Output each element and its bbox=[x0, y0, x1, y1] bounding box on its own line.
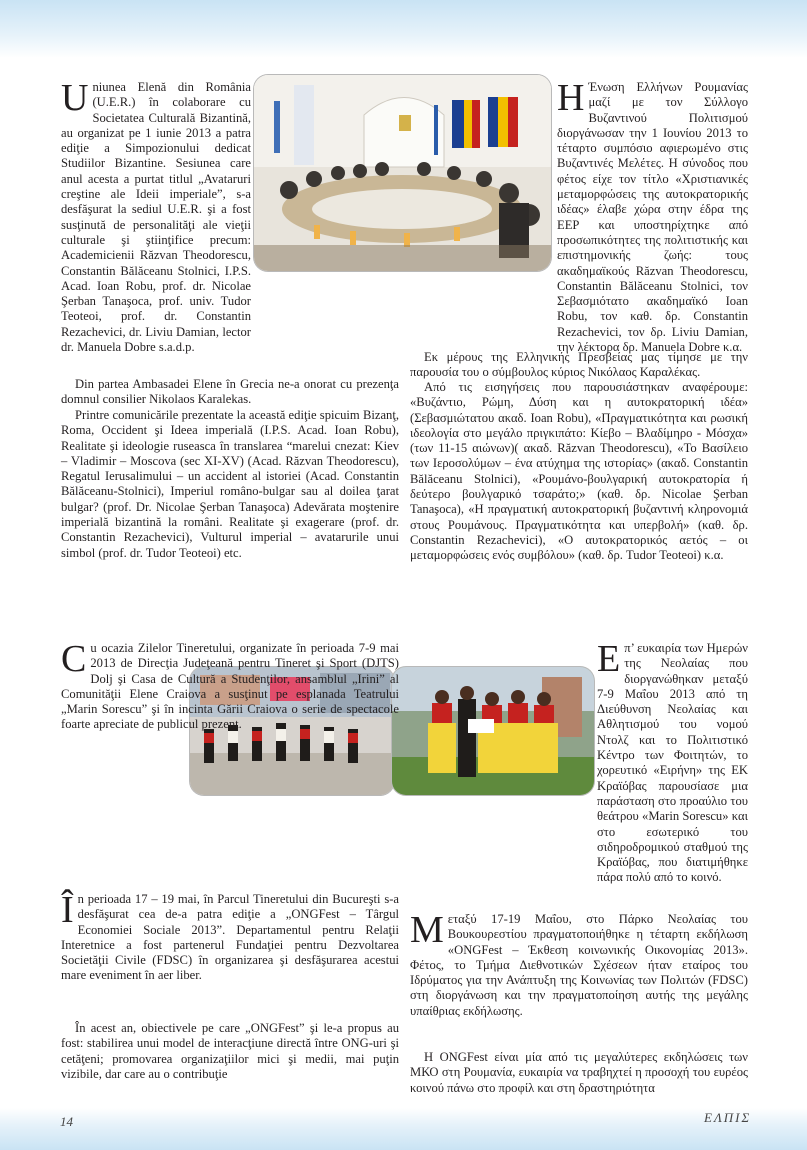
ro-paragraph-embassy: Din partea Ambasadei Elene în Grecia ne-a onorat cu prezenţa domnul consilier Nikolaos Karalekas. bbox=[61, 377, 399, 407]
ro-article-ongfest: În perioada 17 – 19 mai, în Parcul Tineretului din Bucureşti s-a desfăşurat cea de-a patra ediţie a „ONGFest – Târgul Economiei Sociale 2013”. Departamentul pentru Relaţii Interetnice a fost partenerul Fundaţiei pentru Dezvoltarea Societăţii Civile (FDSC) în organizarea şi desfăşurarea acestui mare eveniment în aer liber. bbox=[61, 889, 399, 983]
dropcap: Η bbox=[557, 77, 585, 119]
journal-name: ΕΛΠΙΣ bbox=[704, 1110, 752, 1125]
gr-article-ongfest: Μεταξύ 17-19 Μαΐου, στο Πάρκο Νεολαίας του Βουκουρεστίου πραγματοποιήθηκε η τέταρτη εκδήλωση «ONGFest – Έκθεση κοινωνικής Οικονομίας 2013». Φέτος, το Τμήμα Διεθνοτικών Σχέσεων ήταν εταίρος του Ιδρύματος για την Ανάπτυξη της Κοινωνίας των Πολιτών (FDSC) στη διοργάνωση και την πραγματοποίηση αυτής της μεγάλης υπαίθριας εκδήλωσης. bbox=[410, 909, 748, 1018]
page-number: 14 bbox=[60, 1114, 73, 1129]
ro-paragraph-communications: Printre comunicările prezentate la această ediţie spicuim Bizanţ, Roma, Occident şi Ideea imperială (I.P.S. Acad. Ioan Robu), Realitate şi ideologie ruseasca în translarea “marelui cnezat: Kiev – Vladimir – Moscova (sec XI-XV) (Acad. Răzvan Theodorescu), Regatul Ierusalimului – un accident al istoriei (Acad. Constantin Bălăceanu-Stolnici), Imperiul româno-bulgar sau al doilea ţarat bulgar? (prof. Dr. Nicolae Şerban Tanaşoca) Adevărata moştenire imperială bizantină la români. Realitate şi exagerare (prof. dr. Constantin Rezachevici), Vulturul imperial – avatarurile unui simbol (prof. dr. Tudor Teoteoi) etc. bbox=[61, 408, 399, 560]
gr-article-youth-days: Επ’ ευκαιρία των Ημερών της Νεολαίας που διοργανώθηκαν μεταξύ 7-9 Μαΐου 2013 από τη Διεύθυνση Νεολαίας και Αθλητισμού του νομού Ντολζ και το Πολιτιστικό Κέντρο των Φοιτητών, το χορευτικό «Ειρήνη» της ΕΚ Κραϊόβας παρουσίασε μια παράσταση στο προαύλιο του θεάτρου «Marin Sorescu» και στο εσωτερικό του σιδηροδρομικού σταθμού της Κραϊόβας, που διατιμήθηκε πάρα πολύ από το κοινό. bbox=[597, 638, 748, 885]
dropcap: Ε bbox=[597, 638, 621, 680]
dropcap: Î bbox=[61, 889, 74, 931]
photo-symposium bbox=[254, 75, 551, 271]
ro-paragraph-ongfest-objectives: În acest an, obiectivele pe care „ONGFest” şi le-a propus au fost: stabilirea unui model de interacţiune directă între ONG-uri şi cetăţeni; promovarea organizaţiilor mici şi medii, mai puţin vizibile, dar care au o contribuţie bbox=[61, 1021, 399, 1081]
gr-paragraph-ongfest-description: Η ONGFest είναι μία από τις μεγαλύτερες εκδηλώσεις των ΜΚΟ στη Ρουμανία, ευκαιρία να τραβηχτεί η προσοχή του ευρέος κοινού πάνω στο προφίλ και στη δραστηριότητα bbox=[410, 1050, 748, 1095]
ro-article-youth-days: Cu ocazia Zilelor Tineretului, organizate în perioada 7-9 mai 2013 de Direcţia Judeţeană pentru Tineret şi Sport (DJTS) Dolj şi Casa de Cultură a Studenţilor, ansamblul „Irini” al Comunităţii Elene Craiova a susţinut pe esplanada Teatrului „Marin Sorescu” şi în incinta Gării Craiova o serie de spectacole foarte apreciate de publicul prezent. bbox=[61, 638, 399, 732]
gr-article-symposium-intro: Η Ένωση Ελλήνων Ρουμανίας μαζί με τον Σύλλογο Βυζαντινού Πολιτισμού διοργάνωσαν την 1 Ιουνίου 2013 το τέταρτο συμπόσιο αφιερωμένο στις Βυζαντινές Μελέτες. Η σύνοδος που φέτος είχε τον τίτλο «Χριστιανικές μεταμορφώσεις της αυτοκρατορικής ιδέας» έλαβε χώρα στην έδρα της ΕΕΡ και υποστηρίχτηκε από προσωπικότητες της πολιτιστικής και επιστημονικής ζωής: τους ακαδημαϊκούς Răzvan Theodorescu, Constantin Bălăceanu Stolnici, τον Σεβασμιότατο ακαδημαϊκό Ioan Robu, τον καθ. δρ. Constantin Rezachevici, τον δρ. Liviu Damian, την λέκτορα δρ. Manuela Dobre κ.α. bbox=[557, 77, 748, 355]
gr-paragraph-embassy: Εκ μέρους της Ελληνικής Πρεσβείας μας τίμησε με την παρουσία του ο σύμβουλος κύριος Νικόλαος Καραλέκας. bbox=[410, 350, 748, 380]
ro-article-symposium-intro: Uniunea Elenă din România (U.E.R.) în colaborare cu Societatea Culturală Bizantină, au organizat pe 1 iunie 2013 a patra ediţie a Simpozionului dedicat Studiilor Bizantine. Sesiunea care anul acesta a purtat titlul „Avataruri creştine ale Ideii imperiale”, s-a desfăşurat la sediul U.E.R. şi a fost susţinută de personalităţi ale vieţii culturale şi ştiinţifice precum: Academicienii Răzvan Theodorescu, Constantin Bălăceanu Stolnici, I.P.S. Acad. Ioan Robu, prof. dr. Nicolae Şerban Tanaşoca, prof. univ. Tudor Teoteoi, prof. dr. Constantin Rezachevici, dr. Liviu Damian, lector dr. Manuela Dobre s.a.d.p. bbox=[61, 77, 251, 355]
photo-dance-ensemble bbox=[392, 667, 594, 795]
gr-paragraph-communications: Από τις εισηγήσεις που παρουσιάστηκαν αναφέρουμε: «Βυζάντιο, Ρώμη, Δύση και η αυτοκρατορική ιδέα» (Σεβασμιώτατου ακαδ. Ioan Robu), «Πραγματικότητα και ρωσική ιδεολογία στο μεγάλο πριγκιπάτο: Κίεβο – Βλαδίμηρο - Μόσχα» (των 11-15 αιώνων)( ακαδ. Răzvan Theodorescu), «Το Βασίλειο των Ιεροσολύμων – ένα ατύχημα της ιστορίας» (ακαδ. Constantin Bălăceanu Stolnici), «Ρουμάνο-βουλγαρική αυτοκρατορία ή δεύτερο βουλγαρικό τσαράτο;» (καθ. δρ. Nicolae Şerban Tanaşoca), «Η πραγματική αυτοκρατορική βυζαντινή κληρονομιά στους Ρουμάνους. Πραγματικότητα και υπερβολή» (καθ. δρ. Constantin Rezachevici), «Ο αυτοκρατορικός αετός – οι μεταμορφώσεις ενός συμβόλου» (καθ. δρ. Tudor Teoteoi) κ.α. bbox=[410, 380, 748, 563]
dropcap: U bbox=[61, 77, 89, 119]
dropcap: Μ bbox=[410, 909, 444, 951]
footer-band bbox=[0, 1108, 807, 1150]
dropcap: C bbox=[61, 638, 87, 680]
header-band bbox=[0, 0, 807, 58]
